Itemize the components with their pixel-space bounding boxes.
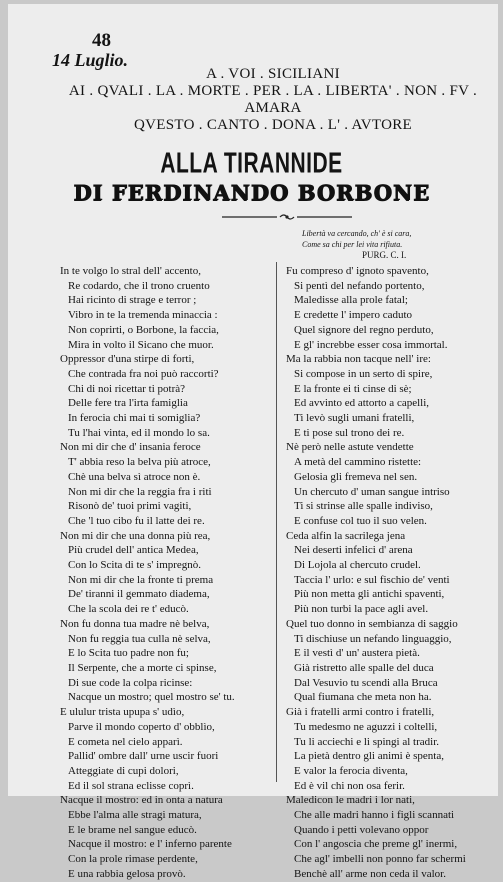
- verse-line: Ma la rabbia non tacque nell' ire:: [286, 353, 431, 366]
- verse-line: Si pentì del nefando portento,: [294, 279, 425, 292]
- verse-line: Che agl' imbelli non ponno far schermi: [294, 853, 466, 866]
- verse-line: Maledicon le madri i lor nati,: [286, 794, 415, 807]
- verse-line: E la fronte ei ti cinse di sè;: [294, 382, 412, 395]
- verse-line: Vibro in te la tremenda minaccia :: [68, 309, 218, 322]
- dedication-line: QVESTO . CANTO . DONA . L' . AVTORE: [134, 117, 412, 133]
- verse-line: Taccia l' urlo: e sul fischio de' venti: [294, 573, 450, 586]
- verse-line: Non mi dir che una donna più rea,: [60, 529, 211, 542]
- verse-line: Ceda alfin la sacrilega jena: [286, 529, 406, 542]
- verse-line: E le brame nel sangue educò.: [68, 823, 197, 836]
- verse-line: Benchè all' arme non ceda il valor.: [294, 867, 446, 880]
- verse-line: Tu li acciechi e li spingi al tradir.: [294, 735, 440, 748]
- verse-line: Nè però nelle astute vendette: [286, 441, 414, 454]
- column-divider: [276, 262, 277, 782]
- verse-line: Tu medesmo ne aguzzi i coltelli,: [294, 720, 438, 733]
- verse-line: Che la scola dei re t' educò.: [68, 603, 189, 616]
- verse-line: Non mi dir che la fronte ti prema: [68, 573, 214, 586]
- epigraph-citation: PURG. C. I.: [362, 250, 407, 260]
- verse-line: Re codardo, che il trono cruento: [68, 279, 210, 292]
- verse-line: E ululur trista upupa s' udìo,: [60, 706, 185, 719]
- verse-line: Il Serpente, che a morte ci spinse,: [68, 661, 217, 674]
- verse-line: E cometa nel cielo apparì.: [68, 735, 183, 748]
- verse-line: Ed è vil chi non osa ferir.: [294, 779, 405, 792]
- verse-line: Non mi dir che la reggia fra i riti: [68, 485, 212, 498]
- verse-line: Maledisse alla prole fatal;: [294, 294, 408, 307]
- verse-line: E il vestì d' un' austera pietà.: [294, 647, 420, 660]
- verse-line: Più non turbi la pace agli avel.: [294, 603, 429, 616]
- verse-line: E una rabbia gelosa provò.: [68, 867, 186, 880]
- page-number: 48: [92, 30, 111, 51]
- verse-line: E confuse col tuo il suo velen.: [294, 514, 427, 527]
- verse-line: Quel tuo donno in sembianza di saggio: [286, 617, 458, 630]
- verse-line: Si compose in un serto di spire,: [294, 367, 433, 380]
- verse-line: E ti pose sul trono dei re.: [294, 426, 405, 439]
- verse-line: Che alle madri hanno i figli scannati: [294, 809, 455, 822]
- poem-column-right: [286, 264, 466, 882]
- verse-line: Nacque il mostro: e l' inferno parente: [68, 838, 232, 851]
- verse-line: Ti dischiuse un nefando linguaggio,: [294, 632, 452, 645]
- verse-line: Fu compreso d' ignoto spavento,: [286, 265, 429, 277]
- verse-line: Ti levò sugli umani fratelli,: [294, 412, 415, 425]
- verse-line: Parve il mondo coperto d' obblìo,: [68, 720, 215, 733]
- epigraph-line: Libertà va cercando, ch' è si cara,: [302, 229, 412, 238]
- verse-line: Chè una belva sì atroce non è.: [68, 470, 201, 483]
- verse-line: Di sue code la colpa ricinse:: [68, 676, 193, 689]
- epigraph: [302, 228, 502, 261]
- dedication: [48, 66, 498, 134]
- verse-line: Non coprirti, o Borbone, la faccia,: [68, 323, 219, 336]
- verse-line: Più crudel dell' antica Medea,: [68, 544, 199, 557]
- verse-line: E lo Scita tuo padre non fu;: [68, 647, 189, 660]
- verse-line: Di Lojola al chercuto crudel.: [294, 559, 421, 572]
- verse-line: La pietà dentro gli animi è spenta,: [294, 750, 444, 763]
- verse-line: De' tiranni il gemmato diadema,: [68, 588, 210, 601]
- dedication-line: AI . QVALI . LA . MORTE . PER . LA . LIBERTA' . NON . FV . AMARA: [68, 83, 478, 116]
- verse-line: Gelosia gli fremeva nel sen.: [294, 470, 418, 483]
- verse-line: Delle fere tra l'irta famiglia: [68, 397, 188, 410]
- verse-line: Con l' angoscia che preme gl' inermi,: [294, 838, 458, 851]
- verse-line: Non fu reggia tua culla nè selva,: [68, 632, 211, 645]
- verse-line: Mira in volto il Sicano che muor.: [68, 338, 214, 351]
- verse-line: Già i fratelli armi contro i fratelli,: [286, 706, 435, 719]
- verse-line: Risonò de' tuoi primi vagiti,: [68, 500, 192, 513]
- verse-line: Nacque un mostro; quel mostro se' tu.: [68, 691, 235, 704]
- verse-line: Non fu donna tua madre nè belva,: [60, 617, 210, 630]
- verse-line: Tu l'hai vinta, ed il mondo lo sa.: [68, 426, 210, 439]
- verse-line: Ed il sol strana eclisse coprì.: [68, 779, 194, 792]
- verse-line: Quel signore del regno perduto,: [294, 323, 434, 336]
- verse-line: Qual fiumana che meta non ha.: [294, 691, 432, 704]
- verse-line: Dal Vesuvio tu scendi alla Bruca: [294, 676, 438, 689]
- poem-subtitle: DI FERDINANDO BORBONE: [73, 180, 430, 205]
- poem-title: ALLA TIRANNIDE: [160, 148, 343, 180]
- poem-column-left: [60, 264, 235, 882]
- verse-line: Ti si strinse alle spalle indiviso,: [294, 500, 433, 513]
- verse-line: Non mi dir che d' insania feroce: [60, 441, 201, 454]
- verse-line: In te volgo lo stral dell' accento,: [60, 265, 201, 277]
- verse-line: Ed avvinto ed attorto a capelli,: [294, 397, 430, 410]
- verse-line: Oppressor d'una stirpe di forti,: [60, 353, 195, 366]
- verse-line: E gl' increbbe esser cosa immortal.: [294, 338, 448, 351]
- verse-line: Chi di noi ricettar ti potrà?: [68, 382, 185, 395]
- verse-line: Quando i petti volevano oppor: [294, 823, 429, 836]
- verse-line: Atteggiate di cupi dolori,: [68, 764, 179, 777]
- epigraph-line: Come sa chi per lei vita rifiuta.: [302, 240, 403, 249]
- verse-line: Che 'l tuo cibo fu il latte dei re.: [68, 514, 205, 527]
- verse-line: Già ristretto alle spalle del duca: [294, 661, 434, 674]
- verse-line: Che contrada fra noi può raccorti?: [68, 367, 219, 380]
- dedication-line: A . VOI . SICILIANI: [206, 66, 340, 82]
- ornament-divider: [222, 212, 352, 222]
- verse-line: Un chercuto d' uman sangue intriso: [294, 485, 450, 498]
- date-heading: 14 Luglio.: [52, 50, 129, 70]
- verse-line: E valor la ferocia diventa,: [294, 764, 408, 777]
- verse-line: T' abbia reso la belva più atroce,: [68, 456, 211, 469]
- verse-line: Pallid' ombre dall' urne uscir fuori: [68, 750, 219, 763]
- verse-line: Nei deserti infelici d' arena: [294, 544, 413, 557]
- verse-line: Con lo Scita di te s' impregnò.: [68, 559, 202, 572]
- verse-line: Hai ricinto di strage e terror ;: [68, 294, 197, 307]
- verse-line: Ebbe l'alma alle stragi matura,: [68, 809, 202, 822]
- verse-line: In ferocia chi mai ti somiglia?: [68, 412, 201, 425]
- verse-line: E credette l' impero caduto: [294, 309, 413, 322]
- verse-line: Con la prole rimase perdente,: [68, 853, 198, 866]
- verse-line: Più non metta gli antichi spaventi,: [294, 588, 445, 601]
- verse-line: Nacque il mostro: ed in onta a natura: [60, 794, 223, 807]
- verse-line: A metà del cammino ristette:: [294, 456, 422, 469]
